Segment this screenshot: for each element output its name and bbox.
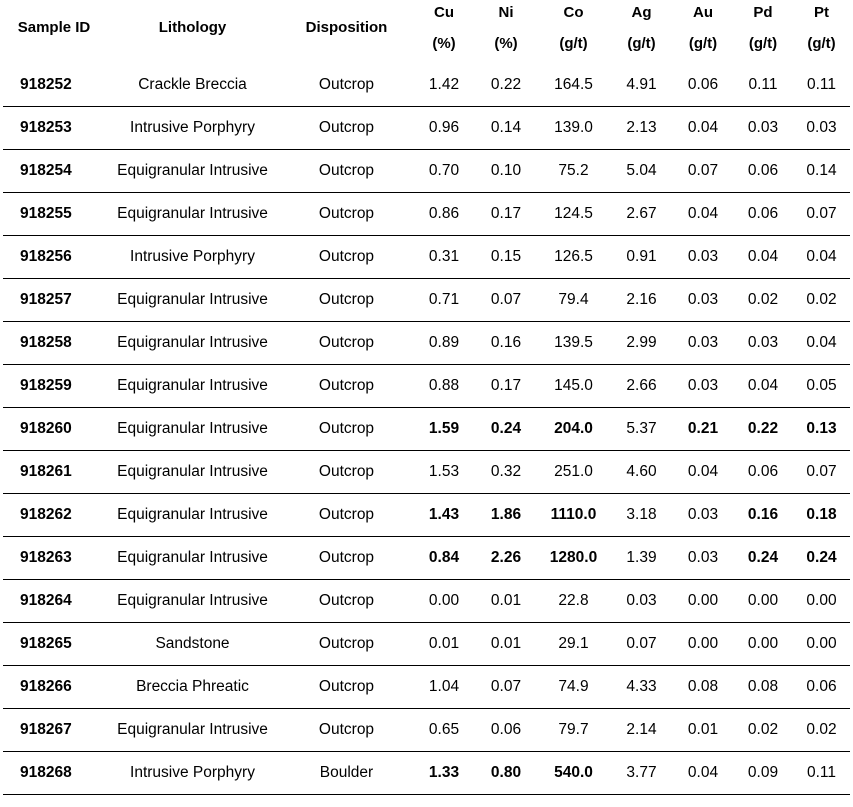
cu-cell: 1.59 xyxy=(413,408,475,451)
disposition-cell: Outcrop xyxy=(280,537,413,580)
pt-cell: 0.13 xyxy=(793,408,850,451)
sample-id-cell: 918258 xyxy=(3,322,105,365)
co-cell: 204.0 xyxy=(537,408,610,451)
disposition-cell: Outcrop xyxy=(280,236,413,279)
header-disposition: Disposition xyxy=(305,19,388,36)
disposition-cell: Outcrop xyxy=(280,580,413,623)
table-row xyxy=(3,236,850,279)
au-cell: 0.21 xyxy=(673,408,733,451)
header-ni xyxy=(475,0,537,64)
lithology-cell: Equigranular Intrusive xyxy=(105,580,280,623)
disposition-cell: Outcrop xyxy=(280,623,413,666)
disposition-cell: Outcrop xyxy=(280,107,413,150)
ag-cell: 2.67 xyxy=(610,193,673,236)
lithology-cell: Intrusive Porphyry xyxy=(105,236,280,279)
header-pd xyxy=(733,0,793,64)
header-sample-id: Sample ID xyxy=(17,19,91,36)
pt-cell: 0.07 xyxy=(793,451,850,494)
pd-cell: 0.03 xyxy=(733,322,793,365)
sample-id-cell: 918261 xyxy=(3,451,105,494)
ni-cell: 0.01 xyxy=(475,580,537,623)
au-cell: 0.07 xyxy=(673,150,733,193)
table-row xyxy=(3,709,850,752)
table-row xyxy=(3,537,850,580)
header-ni-label: Ni xyxy=(498,4,514,21)
co-cell: 75.2 xyxy=(537,150,610,193)
sample-id-cell: 918260 xyxy=(3,408,105,451)
ag-cell: 2.14 xyxy=(610,709,673,752)
ag-cell: 0.03 xyxy=(610,580,673,623)
sample-id-cell: 918252 xyxy=(3,64,105,107)
ni-cell: 0.10 xyxy=(475,150,537,193)
ag-cell: 3.77 xyxy=(610,752,673,795)
header-ag-label: Ag xyxy=(631,4,652,21)
pt-cell: 0.00 xyxy=(793,580,850,623)
pt-cell: 0.06 xyxy=(793,666,850,709)
header-pd-unit: (g/t) xyxy=(748,35,778,52)
disposition-cell: Outcrop xyxy=(280,64,413,107)
co-cell: 22.8 xyxy=(537,580,610,623)
pd-cell: 0.06 xyxy=(733,193,793,236)
ag-cell: 4.60 xyxy=(610,451,673,494)
pd-cell: 0.04 xyxy=(733,365,793,408)
disposition-cell: Outcrop xyxy=(280,279,413,322)
pd-cell: 0.09 xyxy=(733,752,793,795)
ag-cell: 5.04 xyxy=(610,150,673,193)
cu-cell: 0.71 xyxy=(413,279,475,322)
au-cell: 0.04 xyxy=(673,451,733,494)
co-cell: 74.9 xyxy=(537,666,610,709)
table-row xyxy=(3,150,850,193)
disposition-cell: Outcrop xyxy=(280,193,413,236)
au-cell: 0.00 xyxy=(673,580,733,623)
ag-cell: 2.99 xyxy=(610,322,673,365)
pd-cell: 0.08 xyxy=(733,666,793,709)
au-cell: 0.06 xyxy=(673,64,733,107)
au-cell: 0.00 xyxy=(673,623,733,666)
co-cell: 164.5 xyxy=(537,64,610,107)
cu-cell: 0.88 xyxy=(413,365,475,408)
disposition-cell: Outcrop xyxy=(280,451,413,494)
co-cell: 139.5 xyxy=(537,322,610,365)
sample-id-cell: 918255 xyxy=(3,193,105,236)
lithology-cell: Equigranular Intrusive xyxy=(105,709,280,752)
disposition-cell: Outcrop xyxy=(280,494,413,537)
pd-cell: 0.02 xyxy=(733,279,793,322)
lithology-cell: Equigranular Intrusive xyxy=(105,322,280,365)
au-cell: 0.03 xyxy=(673,279,733,322)
ni-cell: 0.17 xyxy=(475,365,537,408)
sample-id-cell: 918257 xyxy=(3,279,105,322)
pd-cell: 0.03 xyxy=(733,107,793,150)
pt-cell: 0.02 xyxy=(793,279,850,322)
header-au xyxy=(673,0,733,64)
table-row xyxy=(3,279,850,322)
header-au-unit: (g/t) xyxy=(688,35,718,52)
sample-id-cell: 918265 xyxy=(3,623,105,666)
header-pt-unit: (g/t) xyxy=(807,35,836,52)
table-row xyxy=(3,322,850,365)
pd-cell: 0.11 xyxy=(733,64,793,107)
pt-cell: 0.02 xyxy=(793,709,850,752)
ag-cell: 0.07 xyxy=(610,623,673,666)
co-cell: 124.5 xyxy=(537,193,610,236)
au-cell: 0.03 xyxy=(673,236,733,279)
table-row xyxy=(3,580,850,623)
pt-cell: 0.18 xyxy=(793,494,850,537)
header-cu xyxy=(413,0,475,64)
au-cell: 0.03 xyxy=(673,537,733,580)
pt-cell: 0.11 xyxy=(793,64,850,107)
header-lithology: Lithology xyxy=(158,19,227,36)
header-pt xyxy=(793,0,850,64)
sample-id-cell: 918268 xyxy=(3,752,105,795)
co-cell: 79.7 xyxy=(537,709,610,752)
lithology-cell: Equigranular Intrusive xyxy=(105,279,280,322)
sample-id-cell: 918254 xyxy=(3,150,105,193)
ni-cell: 0.07 xyxy=(475,666,537,709)
pt-cell: 0.00 xyxy=(793,623,850,666)
disposition-cell: Outcrop xyxy=(280,365,413,408)
cu-cell: 1.53 xyxy=(413,451,475,494)
cu-cell: 1.04 xyxy=(413,666,475,709)
cu-cell: 0.31 xyxy=(413,236,475,279)
pd-cell: 0.22 xyxy=(733,408,793,451)
header-row xyxy=(3,0,850,64)
au-cell: 0.08 xyxy=(673,666,733,709)
pt-cell: 0.14 xyxy=(793,150,850,193)
header-ni-unit: (%) xyxy=(494,35,518,52)
pt-cell: 0.07 xyxy=(793,193,850,236)
lithology-cell: Breccia Phreatic xyxy=(105,666,280,709)
ni-cell: 0.01 xyxy=(475,623,537,666)
sample-id-cell: 918259 xyxy=(3,365,105,408)
au-cell: 0.04 xyxy=(673,193,733,236)
ni-cell: 0.07 xyxy=(475,279,537,322)
lithology-cell: Intrusive Porphyry xyxy=(105,752,280,795)
co-cell: 251.0 xyxy=(537,451,610,494)
lithology-cell: Equigranular Intrusive xyxy=(105,537,280,580)
sample-id-cell: 918262 xyxy=(3,494,105,537)
ni-cell: 0.15 xyxy=(475,236,537,279)
table-row xyxy=(3,365,850,408)
ag-cell: 2.66 xyxy=(610,365,673,408)
lithology-cell: Equigranular Intrusive xyxy=(105,494,280,537)
disposition-cell: Outcrop xyxy=(280,150,413,193)
disposition-cell: Outcrop xyxy=(280,666,413,709)
cu-cell: 1.43 xyxy=(413,494,475,537)
cu-cell: 1.42 xyxy=(413,64,475,107)
lithology-cell: Equigranular Intrusive xyxy=(105,193,280,236)
pd-cell: 0.00 xyxy=(733,623,793,666)
pt-cell: 0.04 xyxy=(793,236,850,279)
disposition-cell: Outcrop xyxy=(280,709,413,752)
cu-cell: 0.89 xyxy=(413,322,475,365)
table-row xyxy=(3,193,850,236)
au-cell: 0.03 xyxy=(673,365,733,408)
header-co xyxy=(537,0,610,64)
au-cell: 0.01 xyxy=(673,709,733,752)
header-au-label: Au xyxy=(693,4,713,21)
ni-cell: 0.06 xyxy=(475,709,537,752)
pt-cell: 0.05 xyxy=(793,365,850,408)
ag-cell: 4.33 xyxy=(610,666,673,709)
pt-cell: 0.03 xyxy=(793,107,850,150)
cu-cell: 0.65 xyxy=(413,709,475,752)
co-cell: 1110.0 xyxy=(537,494,610,537)
sample-id-cell: 918267 xyxy=(3,709,105,752)
disposition-cell: Outcrop xyxy=(280,408,413,451)
header-ag xyxy=(610,0,673,64)
sample-id-cell: 918263 xyxy=(3,537,105,580)
lithology-cell: Sandstone xyxy=(105,623,280,666)
header-pt-label: Pt xyxy=(814,4,829,21)
pd-cell: 0.24 xyxy=(733,537,793,580)
ag-cell: 1.39 xyxy=(610,537,673,580)
co-cell: 79.4 xyxy=(537,279,610,322)
lithology-cell: Equigranular Intrusive xyxy=(105,365,280,408)
ni-cell: 0.16 xyxy=(475,322,537,365)
cu-cell: 0.70 xyxy=(413,150,475,193)
ag-cell: 2.13 xyxy=(610,107,673,150)
table-row xyxy=(3,666,850,709)
co-cell: 139.0 xyxy=(537,107,610,150)
ag-cell: 5.37 xyxy=(610,408,673,451)
au-cell: 0.03 xyxy=(673,494,733,537)
pt-cell: 0.11 xyxy=(793,752,850,795)
header-ag-unit: (g/t) xyxy=(627,35,656,52)
lithology-cell: Intrusive Porphyry xyxy=(105,107,280,150)
sample-id-cell: 918266 xyxy=(3,666,105,709)
cu-cell: 0.86 xyxy=(413,193,475,236)
ag-cell: 2.16 xyxy=(610,279,673,322)
cu-cell: 0.96 xyxy=(413,107,475,150)
pd-cell: 0.06 xyxy=(733,451,793,494)
sample-id-cell: 918264 xyxy=(3,580,105,623)
au-cell: 0.04 xyxy=(673,752,733,795)
table-row xyxy=(3,752,850,795)
au-cell: 0.04 xyxy=(673,107,733,150)
ni-cell: 0.17 xyxy=(475,193,537,236)
table-row xyxy=(3,64,850,107)
table-row xyxy=(3,451,850,494)
header-cu-unit: (%) xyxy=(432,35,456,52)
cu-cell: 1.33 xyxy=(413,752,475,795)
co-cell: 126.5 xyxy=(537,236,610,279)
table-row xyxy=(3,408,850,451)
table-body xyxy=(3,64,850,795)
ni-cell: 0.32 xyxy=(475,451,537,494)
ni-cell: 0.80 xyxy=(475,752,537,795)
disposition-cell: Outcrop xyxy=(280,322,413,365)
au-cell: 0.03 xyxy=(673,322,733,365)
header-co-label: Co xyxy=(563,4,584,21)
lithology-cell: Equigranular Intrusive xyxy=(105,451,280,494)
pd-cell: 0.16 xyxy=(733,494,793,537)
pd-cell: 0.02 xyxy=(733,709,793,752)
ni-cell: 0.24 xyxy=(475,408,537,451)
co-cell: 145.0 xyxy=(537,365,610,408)
ni-cell: 1.86 xyxy=(475,494,537,537)
pd-cell: 0.06 xyxy=(733,150,793,193)
table-row xyxy=(3,623,850,666)
header-co-unit: (g/t) xyxy=(559,35,588,52)
ag-cell: 3.18 xyxy=(610,494,673,537)
cu-cell: 0.01 xyxy=(413,623,475,666)
lithology-cell: Crackle Breccia xyxy=(105,64,280,107)
lithology-cell: Equigranular Intrusive xyxy=(105,150,280,193)
ni-cell: 2.26 xyxy=(475,537,537,580)
table-row xyxy=(3,494,850,537)
pd-cell: 0.04 xyxy=(733,236,793,279)
cu-cell: 0.84 xyxy=(413,537,475,580)
disposition-cell: Boulder xyxy=(280,752,413,795)
co-cell: 540.0 xyxy=(537,752,610,795)
pt-cell: 0.24 xyxy=(793,537,850,580)
lithology-cell: Equigranular Intrusive xyxy=(105,408,280,451)
ag-cell: 4.91 xyxy=(610,64,673,107)
table-row xyxy=(3,107,850,150)
ni-cell: 0.22 xyxy=(475,64,537,107)
co-cell: 29.1 xyxy=(537,623,610,666)
ni-cell: 0.14 xyxy=(475,107,537,150)
sample-id-cell: 918253 xyxy=(3,107,105,150)
sample-id-cell: 918256 xyxy=(3,236,105,279)
cu-cell: 0.00 xyxy=(413,580,475,623)
pd-cell: 0.00 xyxy=(733,580,793,623)
header-cu-label: Cu xyxy=(434,4,454,21)
pt-cell: 0.04 xyxy=(793,322,850,365)
header-pd-label: Pd xyxy=(753,4,773,21)
ag-cell: 0.91 xyxy=(610,236,673,279)
assay-results-table xyxy=(3,0,850,795)
co-cell: 1280.0 xyxy=(537,537,610,580)
